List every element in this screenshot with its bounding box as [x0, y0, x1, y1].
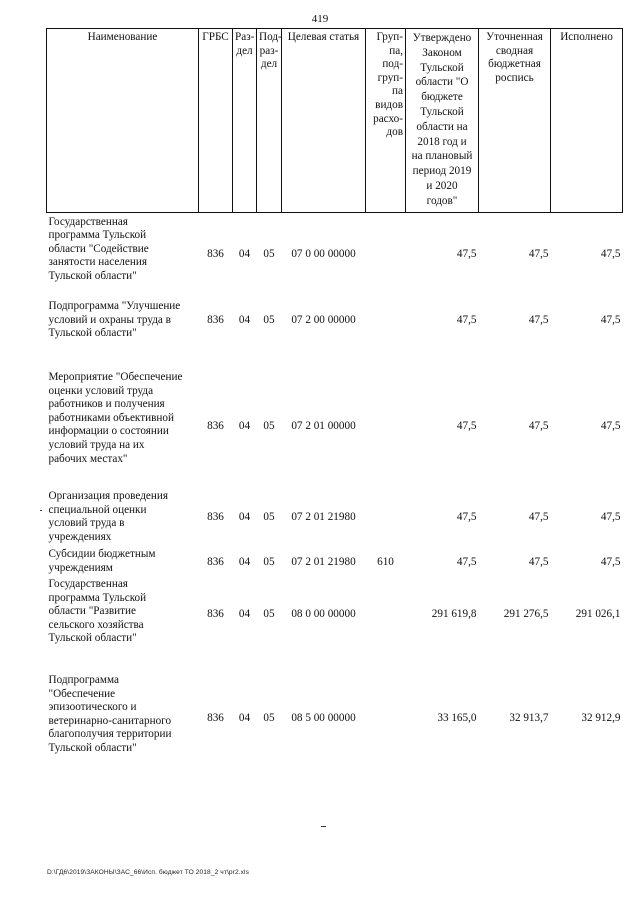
row-podrazdel: 05	[263, 712, 275, 725]
table-row	[47, 212, 623, 297]
table-row	[47, 674, 623, 764]
row-executed: 291 026,1	[575, 608, 621, 621]
header-podrazdel: Под- раз- дел	[257, 29, 282, 213]
row-target: 07 2 01 21980	[291, 510, 356, 523]
row-razdel: 04	[238, 556, 251, 569]
row-approved: 47,5	[456, 510, 477, 523]
row-refined: 47,5	[528, 510, 549, 523]
row-podrazdel: 05	[263, 556, 275, 569]
row-approved: 47,5	[456, 420, 477, 433]
row-group	[366, 367, 406, 487]
header-name: Наименование	[47, 29, 199, 213]
row-executed: 47,5	[600, 420, 621, 433]
row-target: 08 5 00 00000	[291, 712, 356, 725]
header-executed: Исполнено	[551, 29, 623, 213]
row-executed: 47,5	[600, 556, 621, 569]
row-group	[366, 578, 406, 674]
row-razdel: 04	[238, 314, 251, 327]
row-approved: 47,5	[456, 314, 477, 327]
row-approved: 47,5	[456, 248, 477, 261]
table-row	[47, 367, 623, 487]
row-podrazdel: 05	[263, 420, 275, 433]
budget-table	[46, 28, 623, 764]
row-approved: 47,5	[456, 556, 477, 569]
header-target: Целевая статья	[282, 29, 366, 213]
row-target: 08 0 00 00000	[291, 608, 356, 621]
row-refined: 291 276,5	[503, 608, 549, 621]
row-podrazdel: 05	[263, 248, 275, 261]
row-grbs: 836	[207, 556, 224, 569]
row-group: 610	[377, 556, 394, 569]
row-group	[366, 487, 406, 548]
row-refined: 47,5	[528, 556, 549, 569]
row-executed: 47,5	[600, 510, 621, 523]
row-refined: 47,5	[528, 248, 549, 261]
row-executed: 47,5	[600, 248, 621, 261]
header-approved: Утверждено Законом Тульской области "О бюджете Тульской области на 2018 год и на плановый период 2019 и 2020 годов"	[406, 29, 479, 213]
file-path-footer: D:\ГД6\2019\ЗАКОНЫ\ЗАС_66\Исп. бюджет ТО 2018_2 чт\pr2.xls	[47, 869, 249, 876]
row-razdel: 04	[238, 712, 251, 725]
row-grbs: 836	[207, 510, 224, 523]
row-grbs: 836	[207, 608, 224, 621]
row-name: Подпрограмма "Обеспечение эпизоотического и ветеринарно-санитарного благополучия территории Тульской области"	[48, 674, 172, 755]
row-grbs: 836	[207, 248, 224, 261]
row-name: Государственная программа Тульской области "Содействие занятости населения Тульской области"	[48, 215, 149, 282]
header-row	[47, 29, 623, 213]
header-refined: Уточненная сводная бюджетная роспись	[479, 29, 551, 213]
page-number: 419	[311, 13, 329, 25]
page-mark	[321, 826, 326, 827]
row-group	[366, 674, 406, 764]
row-target: 07 0 00 00000	[291, 248, 356, 261]
table-row	[47, 578, 623, 674]
row-razdel: 04	[238, 510, 251, 523]
margin-mark	[40, 510, 42, 511]
row-razdel: 04	[238, 608, 251, 621]
row-grbs: 836	[207, 712, 224, 725]
row-refined: 47,5	[528, 314, 549, 327]
row-refined: 32 913,7	[509, 712, 549, 725]
row-executed: 32 912,9	[581, 712, 621, 725]
header-grbs: ГРБС	[199, 29, 233, 213]
row-razdel: 04	[238, 248, 251, 261]
row-group	[366, 297, 406, 367]
row-grbs: 836	[207, 420, 224, 433]
row-name: Мероприятие "Обеспечение оценки условий труда работников и получения работниками объективной информации о состоянии условий труда на их рабочих местах"	[48, 371, 183, 465]
table-row	[47, 487, 623, 548]
row-refined: 47,5	[528, 420, 549, 433]
row-executed: 47,5	[600, 314, 621, 327]
table-row	[47, 548, 623, 578]
row-grbs: 836	[207, 314, 224, 327]
row-target: 07 2 01 21980	[291, 556, 356, 569]
row-name: Субсидии бюджетным учреждениям	[48, 548, 156, 574]
row-group	[366, 212, 406, 297]
row-podrazdel: 05	[263, 608, 275, 621]
row-name: Организация проведения специальной оценки условий труда в учреждениях	[48, 490, 168, 543]
row-name: Подпрограмма "Улучшение условий и охраны труда в Тульской области"	[48, 300, 181, 340]
row-name: Государственная программа Тульской области "Развитие сельского хозяйства Тульской области"	[48, 578, 147, 645]
row-razdel: 04	[238, 420, 251, 433]
header-razdel: Раз- дел	[233, 29, 257, 213]
table-row	[47, 297, 623, 367]
row-target: 07 2 01 00000	[291, 420, 356, 433]
row-podrazdel: 05	[263, 314, 275, 327]
row-podrazdel: 05	[263, 510, 275, 523]
row-approved: 33 165,0	[437, 712, 477, 725]
row-approved: 291 619,8	[431, 608, 477, 621]
row-target: 07 2 00 00000	[291, 314, 356, 327]
header-group: Груп- па, под- груп- па видов расхо- дов	[366, 29, 406, 213]
